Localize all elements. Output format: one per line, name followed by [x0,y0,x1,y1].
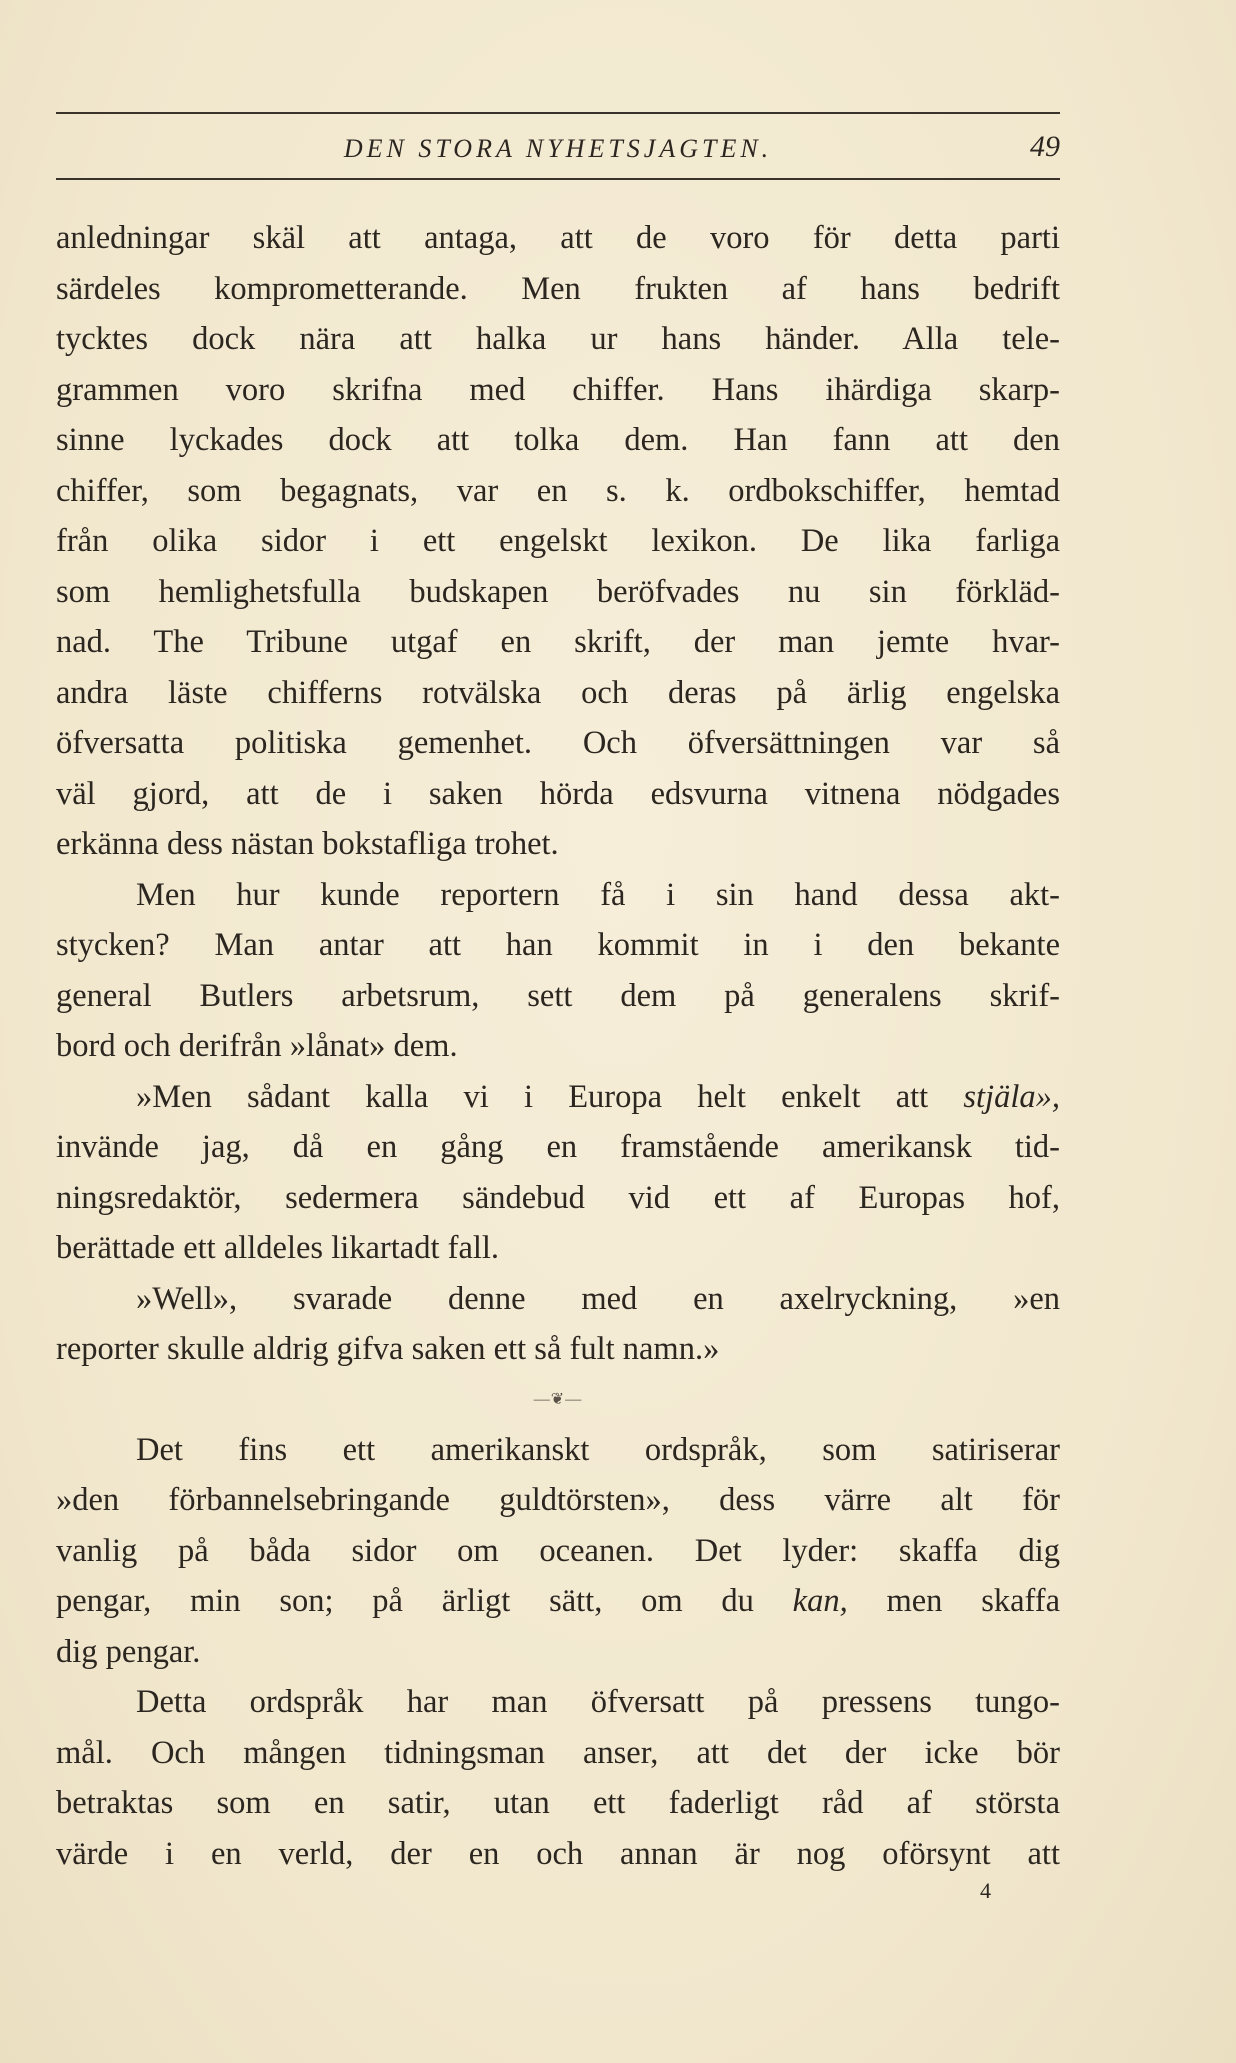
text-line: tycktes dock nära att halka ur hans händer. Alla tele- [56,321,1060,357]
text-line: som hemlighetsfulla budskapen beröfvades nu sin förkläd- [56,573,1060,610]
text-line: general Butlers arbetsrum, sett dem på generalens skrif- [56,977,1060,1014]
text-line: erkänna dess nästan bokstafliga trohet. [56,826,559,862]
text-run: pengar, min son; på ärligt sätt, om du [56,1583,793,1619]
text-line [56,1576,1060,1627]
section-ornament: —❦— [533,1390,583,1408]
text-line: invände jag, då en gång en framstående amerikansk tid- [56,1129,1060,1165]
text-line: Det fins ett amerikanskt ordspråk, som satiriserar [136,1431,1060,1468]
header-bottom-rule [56,178,1060,180]
text-line: dig pengar. [56,1633,201,1670]
text-line: grammen voro skrifna med chiffer. Hans ihärdiga skarp- [56,371,1060,408]
text-line: öfversatta politiska gemenhet. Och öfversättningen var så [56,725,1060,761]
header-top-rule [56,112,1060,114]
text-line: vanlig på båda sidor om oceanen. Det lyder: skaffa dig [56,1532,1060,1569]
emphasized-word: stjäla», [963,1078,1060,1115]
page-number: 49 [1030,130,1060,163]
text-line: väl gjord, att de i saken hörda edsvurna vitnena nödgades [56,775,1060,812]
running-head [56,130,1060,170]
text-line: andra läste chifferns rotvälska och deras på ärlig engelska [56,674,1060,711]
text-line: värde i en verld, der en och annan är nog oförsynt att [56,1835,1060,1872]
text-line: betraktas som en satir, utan ett faderligt råd af största [56,1785,1060,1821]
text-line: stycken? Man antar att han kommit in i den bekante [56,927,1060,963]
text-line: Men hur kunde reportern få i sin hand dessa akt- [136,876,1060,913]
text-line: från olika sidor i ett engelskt lexikon. De lika farliga [56,523,1060,559]
text-line: mål. Och mången tidningsman anser, att det der icke bör [56,1734,1060,1771]
text-line: bord och derifrån »lånat» dem. [56,1028,458,1064]
text-line: reporter skulle aldrig gifva saken ett så fult namn.» [56,1331,720,1367]
text-line [56,1072,1060,1123]
text-run: »Men sådant kalla vi i Europa helt enkelt att [136,1078,964,1115]
body-text [56,213,1060,1879]
text-line: »Well», svarade denne med en axelryckning, »en [136,1280,1060,1317]
signature-mark: 4 [980,1878,991,1903]
text-line: ningsredaktör, sedermera sändebud vid ett af Europas hof, [56,1179,1060,1216]
text-line: Detta ordspråk har man öfversatt på pressens tungo- [136,1684,1060,1720]
emphasized-word: kan, [792,1583,848,1619]
text-line: sinne lyckades dock att tolka dem. Han fann att den [56,422,1060,458]
text-line: »den förbannelsebringande guldtörsten», dess värre alt för [56,1482,1060,1518]
text-line: berättade ett alldeles likartadt fall. [56,1230,500,1266]
text-run: men skaffa [847,1583,1061,1619]
text-line: chiffer, som begagnats, var en s. k. ordbokschiffer, hemtad [56,472,1060,509]
text-line: anledningar skäl att antaga, att de voro för detta parti [56,220,1060,256]
text-line: särdeles komprometterande. Men frukten af hans bedrift [56,270,1060,307]
text-line: nad. The Tribune utgaf en skrift, der man jemte hvar- [56,624,1060,660]
running-title: DEN STORA NYHETSJAGTEN. [343,134,773,163]
